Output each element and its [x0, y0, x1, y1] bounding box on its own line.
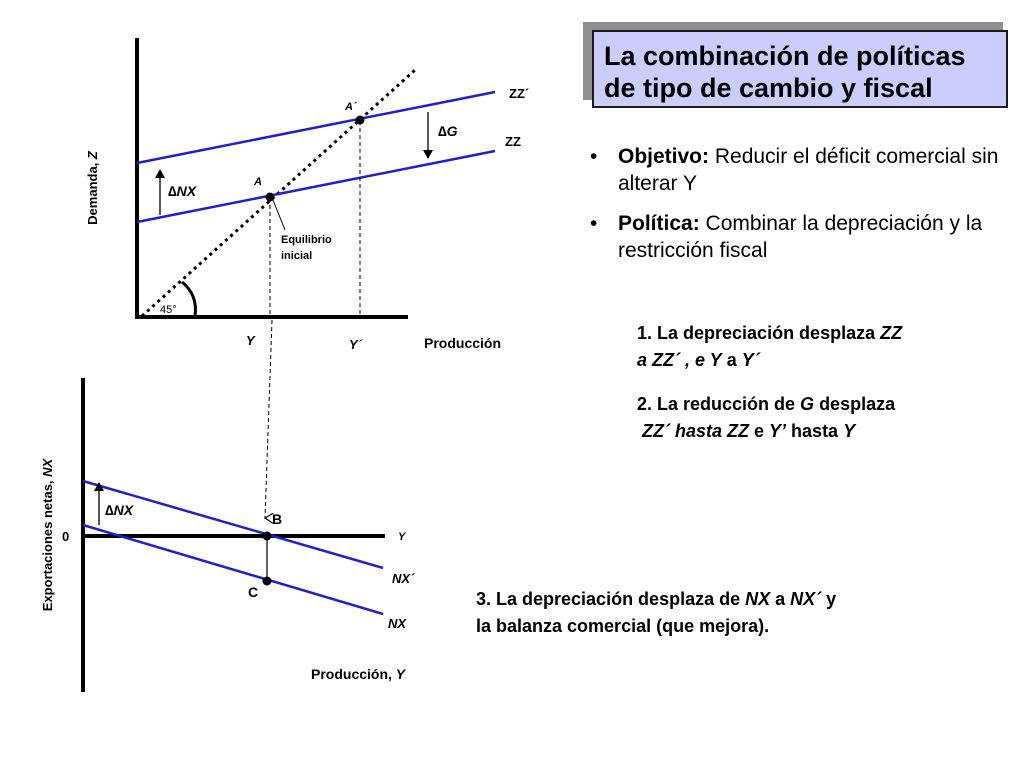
label-delta-g: ∆G	[438, 123, 458, 139]
label-delta-nx-bottom: ∆NX	[105, 502, 134, 518]
step-3-text: 3. La depreciación desplaza de NX a NX´ y la balanza comercial (que mejora).	[476, 589, 837, 636]
top-x-axis-label: Producción	[424, 335, 502, 351]
label-zero: 0	[62, 529, 70, 544]
tick-label-y: Y	[246, 333, 255, 348]
label-angle: 45°	[160, 304, 177, 316]
label-nx-prime: NX´	[392, 571, 415, 586]
annotation-line1: Equilibrio	[281, 234, 332, 246]
label-zz: ZZ	[505, 134, 521, 149]
label-zz-prime: ZZ´	[509, 86, 530, 101]
title-line-2: de tipo de cambio y fiscal	[604, 73, 933, 103]
page-title	[592, 30, 1008, 108]
angle-arc	[182, 282, 195, 316]
annotation-line2: inicial	[281, 250, 313, 262]
label-nx: NX	[388, 616, 407, 631]
point-c-marker	[263, 577, 272, 586]
tick-label-y-prime: Y´	[349, 337, 362, 352]
point-a-marker	[266, 193, 275, 202]
title-line-1: La combinación de políticas	[604, 41, 966, 71]
label-point-a-prime: A´	[345, 101, 357, 113]
label-delta-nx-top: ∆NX	[168, 183, 197, 199]
curve-nx-prime	[83, 481, 383, 568]
connector-dashed-arrow	[265, 320, 272, 518]
top-y-axis-label: Demanda, Z	[85, 151, 100, 225]
point-a-prime-marker	[356, 116, 365, 125]
label-point-b: B	[272, 511, 283, 527]
bullet-policy: • Política: Combinar la depreciación y la restricción fiscal	[590, 210, 1020, 264]
label-point-a: A	[254, 176, 262, 188]
step-2-text: 2. La reducción de G desplaza ZZ´ hasta ZZ e Y’ hasta Y	[637, 394, 896, 441]
label-point-c: C	[248, 584, 259, 600]
bullet-list	[590, 143, 1020, 277]
label-y-axis-end: Y	[398, 531, 406, 543]
point-b-marker	[263, 532, 272, 541]
bottom-x-axis-label: Producción, Y	[311, 666, 406, 682]
annotation-leader	[273, 200, 285, 230]
bottom-y-axis-label: Exportaciones netas, NX	[40, 458, 55, 612]
step-1-text: 1. La depreciación desplaza ZZ a ZZ´ , e Y a Y´	[637, 323, 903, 370]
bullet-objective: • Objetivo: Reducir el déficit comercial sin alterar Y	[590, 143, 1020, 197]
curve-nx	[83, 525, 383, 614]
